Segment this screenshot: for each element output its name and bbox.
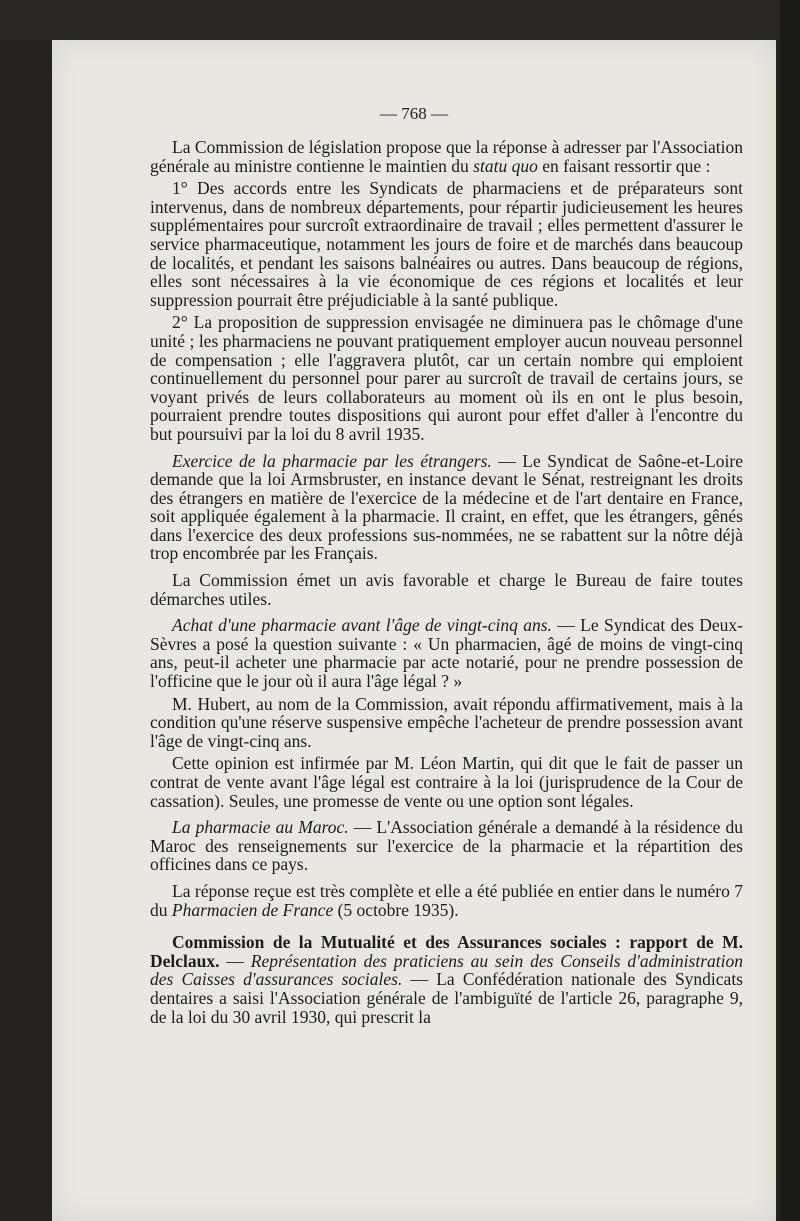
subheading: La pharmacie au Maroc. xyxy=(172,817,349,838)
document-page xyxy=(52,40,776,1221)
subheading: Exercice de la pharmacie par les étrangers. xyxy=(172,450,492,471)
paragraph: Achat d'une pharmacie avant l'âge de vingt-cinq ans. — Le Syndicat des Deux-Sèvres a posé la question suivante : « Un pharmacien, âgé de moins de vingt-cinq ans, peut-il acheter une pharmacie par acte notarié, pour ne prendre possession de l'officine que le jour où il aura l'âge légal ? » xyxy=(150,615,744,692)
paragraph: Cette opinion est infirmée par M. Léon Martin, qui dit que le fait de passer un contrat de vente avant l'âge légal est contraire à la loi (jurisprudence de la Cour de cassation). Seules, une promesse de vente ou une option sont légales. xyxy=(150,753,743,811)
paragraph: La réponse reçue est très complète et elle a été publiée en entier dans le numéro 7 du Pharmacien de France (5 octobre 1935). xyxy=(150,880,743,920)
italic-title: Pharmacien de France xyxy=(171,899,334,920)
paragraph: Exercice de la pharmacie par les étrangers. — Le Syndicat de Saône-et-Loire demande que la loi Armsbruster, en instance devant le Sénat, restreignant les droits des étrangers en matière de l'exercice de la médecine et de l'art dentaire en France, soit appliquée également à la pharmacie. Il craint, en effet, que les étrangers, gênés dans l'exercice des deux professions sus-nommées, ne se rabattent sur la nôtre déjà trop encombrée par les Français. xyxy=(150,450,743,564)
subheading: Représentation des praticiens au sein des Conseils d'administration des Caisses d'assurances sociales. xyxy=(150,950,743,990)
paragraph: M. Hubert, au nom de la Commission, avait répondu affirmativement, mais à la condition qu'une réserve suspensive empêche l'acheteur de prendre possession avant l'âge de vingt-cinq ans. xyxy=(150,693,743,751)
page-number: — 768 — xyxy=(380,104,448,123)
paragraph: La Commission émet un avis favorable et charge le Bureau de faire toutes démarches utiles. xyxy=(150,570,743,609)
subheading: Achat d'une pharmacie avant l'âge de vingt-cinq ans. xyxy=(172,615,552,636)
italic-term: statu quo xyxy=(473,155,538,176)
paragraph: La pharmacie au Maroc. — L'Association générale a demandé à la résidence du Maroc des renseignements sur l'exercice de la pharmacie et la répartition des officines dans ce pays. xyxy=(150,817,743,875)
scan-background-edge xyxy=(780,0,800,1221)
section-heading: Commission de la Mutualité et des Assurances sociales : rapport de M. Delclaux. xyxy=(150,932,743,971)
paragraph: 2° La proposition de suppression envisagée ne diminuera pas le chômage d'une unité ; les pharmaciens ne pouvant pratiquement employer aucun nouveau personnel de compensation ; elle l'aggravera plutôt, car un certain nombre qui emploient continuellement du personnel pour parer au surcroît de travail de certains jours, se voyant privés de leurs collaborateurs au moment où ils en ont le plus besoin, pourraient prendre toutes dispositions qui auront pour effet d'aller à l'encontre du but poursuivi par la loi du 8 avril 1935. xyxy=(150,312,743,444)
paragraph: La Commission de législation propose que la réponse à adresser par l'Association générale au ministre contienne le maintien du statu quo en faisant ressortir que : xyxy=(150,137,743,176)
scan-background-top xyxy=(0,0,800,40)
paragraph: 1° Des accords entre les Syndicats de pharmaciens et de préparateurs sont intervenus, dans de nombreux départements, pour répartir judicieusement les heures supplémentaires pour surcroît extraordinaire de travail ; elles permettent d'assurer le service pharmaceutique, notamment les jours de foire et de marchés dans beaucoup de localités, et pendant les saisons balnéaires ou autres. Dans beaucoup de régions, elles sont nécessaires à la vie économique de ces régions et localités et leur suppression pourrait être préjudiciable à la santé publique. xyxy=(150,178,743,310)
body-text xyxy=(150,138,743,1030)
paragraph: Commission de la Mutualité et des Assurances sociales : rapport de M. Delclaux. — Représentation des praticiens au sein des Conseils d'administration des Caisses d'assurances sociales. — La Confédération nationale des Syndicats dentaires a saisi l'Association générale de l'ambiguïté de l'article 26, paragraphe 9, de la loi du 30 avril 1930, qui prescrit la xyxy=(150,932,743,1027)
